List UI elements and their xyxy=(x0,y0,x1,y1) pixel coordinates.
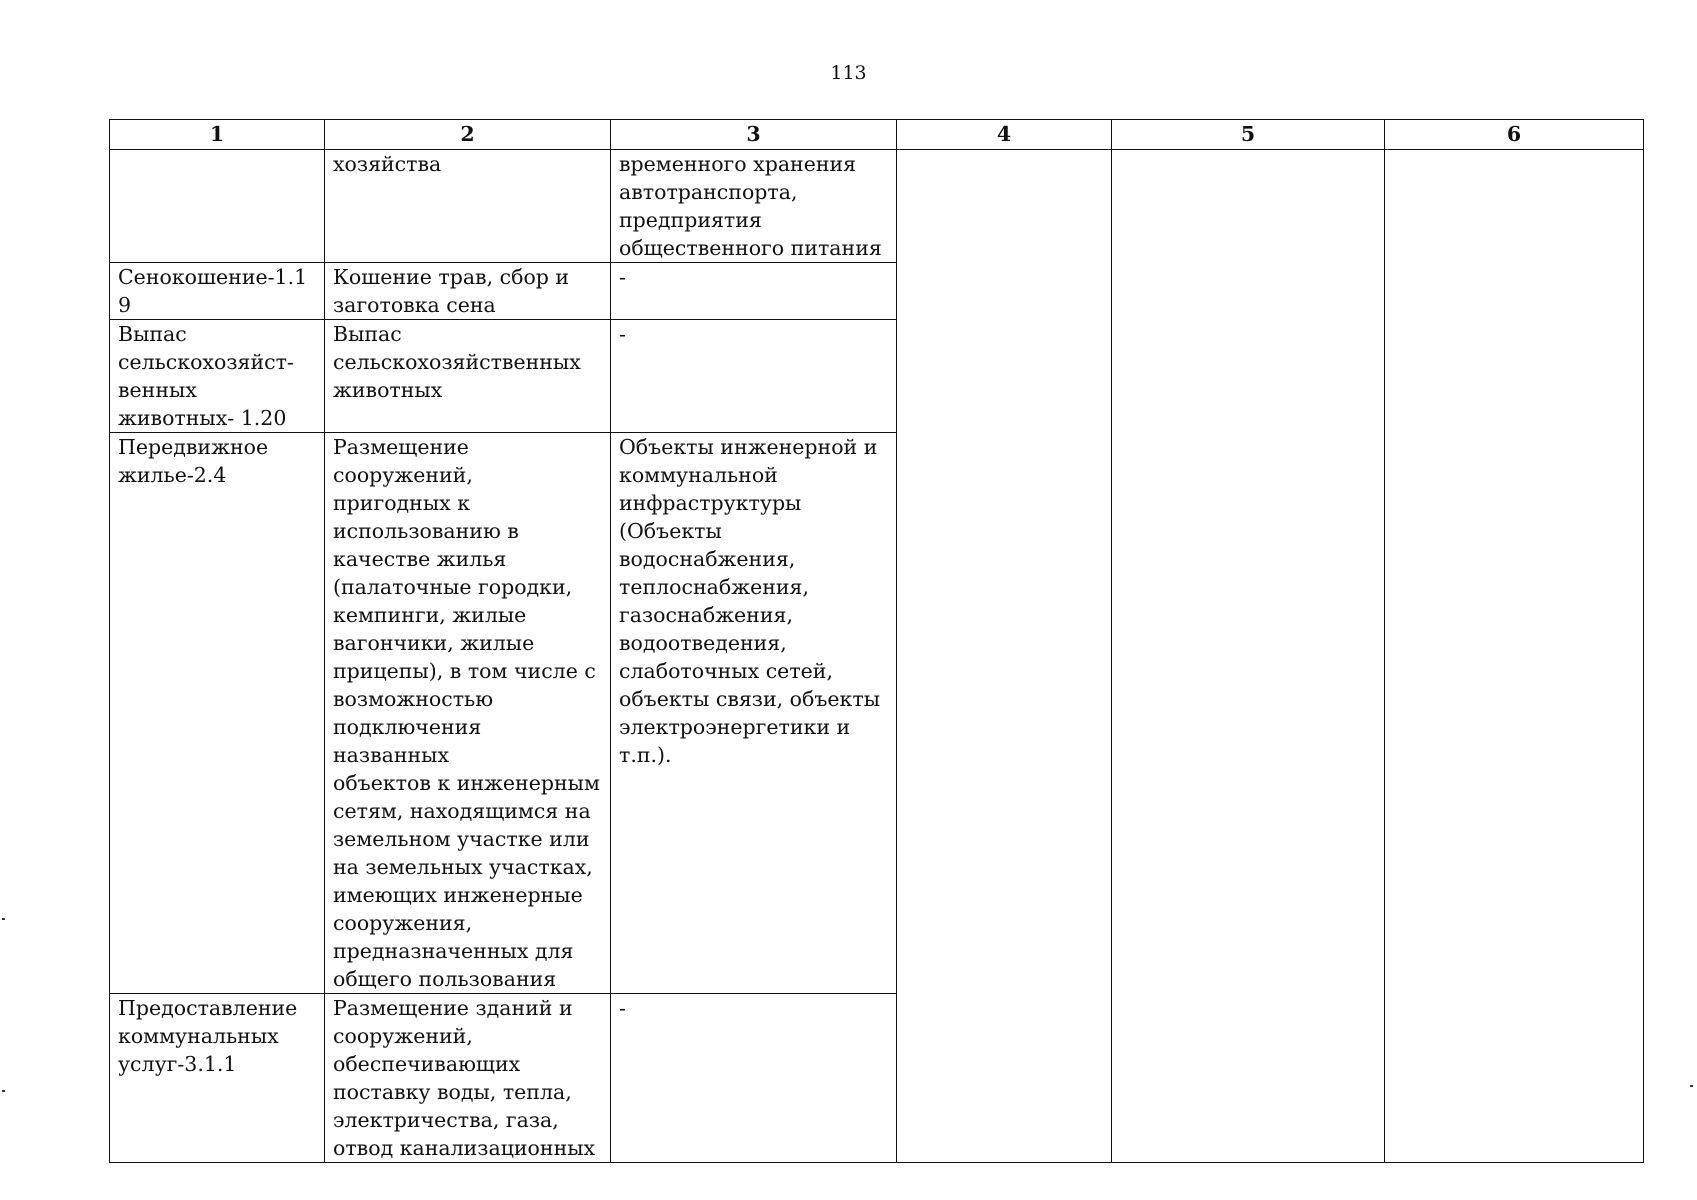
cell-column-4-empty xyxy=(897,150,1112,1163)
page-number: 113 xyxy=(830,62,867,84)
column-header-3: 3 xyxy=(611,120,897,150)
scan-edge-mark xyxy=(2,1090,5,1092)
cell-auxiliary-use: Объекты инженерной и коммунальной инфраструктуры (Объекты водоснабжения, теплоснабжения, газоснабжения, водоотведения, слаботочных сетей, объекты связи, объекты электроэнергетики и т.п.). xyxy=(611,433,897,994)
cell-permitted-use-description: хозяйства xyxy=(325,150,611,263)
cell-auxiliary-use: - xyxy=(611,994,897,1163)
cell-permitted-use-description: Выпас сельскохозяйственных животных xyxy=(325,320,611,433)
cell-permitted-use-description: Размещение сооружений, пригодных к использованию в качестве жилья (палаточные городки, кемпинги, жилые вагончики, жилые прицепы), в том числе с возможностью подключения названных объектов к инженерным сетям, находящимся на земельном участке или на земельных участках, имеющих инженерные сооружения, предназначенных для общего пользования xyxy=(325,433,611,994)
cell-auxiliary-use: - xyxy=(611,320,897,433)
cell-auxiliary-use: временного хранения автотранспорта, предприятия общественного питания xyxy=(611,150,897,263)
cell-land-use-type: Сенокошение-1.19 xyxy=(110,263,325,320)
column-header-6: 6 xyxy=(1385,120,1644,150)
table-header-row xyxy=(110,120,1644,150)
column-header-2: 2 xyxy=(325,120,611,150)
cell-land-use-type: Предоставление коммунальных услуг-3.1.1 xyxy=(110,994,325,1163)
column-header-4: 4 xyxy=(897,120,1112,150)
cell-permitted-use-description: Кошение трав, сбор и заготовка сена xyxy=(325,263,611,320)
table-row xyxy=(110,150,1644,263)
cell-land-use-type: Передвижное жилье-2.4 xyxy=(110,433,325,994)
cell-permitted-use-description: Размещение зданий и сооружений, обеспечивающих поставку воды, тепла, электричества, газа, отвод канализационных xyxy=(325,994,611,1163)
cell-column-6-empty xyxy=(1385,150,1644,1163)
cell-land-use-type: Выпас сельскохозяйст- венных животных- 1.20 xyxy=(110,320,325,433)
cell-land-use-type xyxy=(110,150,325,263)
column-header-1: 1 xyxy=(110,120,325,150)
scan-edge-mark xyxy=(2,918,5,920)
cell-column-5-empty xyxy=(1112,150,1385,1163)
land-use-table xyxy=(109,119,1644,1163)
scan-edge-mark xyxy=(1690,1085,1693,1087)
cell-auxiliary-use: - xyxy=(611,263,897,320)
column-header-5: 5 xyxy=(1112,120,1385,150)
